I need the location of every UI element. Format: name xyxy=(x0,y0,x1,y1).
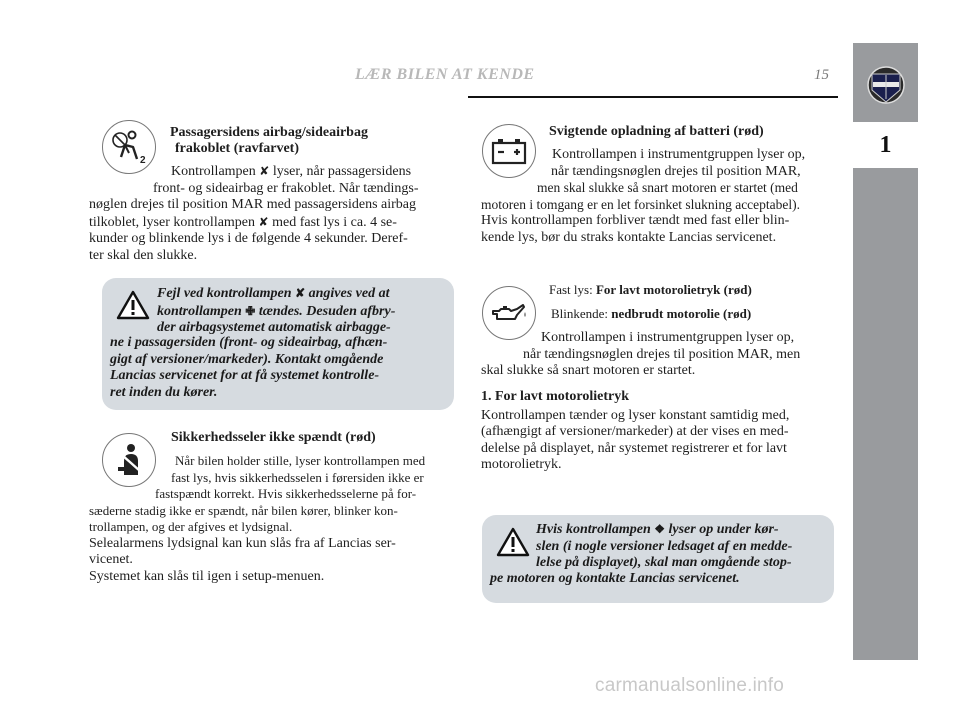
airbag-heading-line1: Passagersidens airbag/sideairbag xyxy=(170,125,368,140)
oil-text-line2: når tændingsnøglen drejes til position MAR, men xyxy=(523,346,801,362)
airbag-warning-line2: kontrollampen ✙ tændes. Desuden afbry- xyxy=(157,303,396,319)
oil-warning-line1: Hvis kontrollampen ❖ lyser op under kør- xyxy=(536,522,779,537)
seatbelt-text-line3: fastspændt korrekt. Hvis sikkerhedsselerne på for- xyxy=(155,486,417,501)
airbag-heading-line2: frakoblet (ravfarvet) xyxy=(175,141,300,156)
oil-sub-line4: motorolietryk. xyxy=(481,457,562,472)
seatbelt-heading: Sikkerhedsseler ikke spændt (rød) xyxy=(171,430,376,445)
battery-text-line5: Hvis kontrollampen forbliver tændt med fast eller blin- xyxy=(481,213,790,228)
header-rule xyxy=(468,96,838,98)
battery-heading: Svigtende opladning af batteri (rød) xyxy=(549,124,764,139)
section-title: LÆR BILEN AT KENDE xyxy=(355,66,535,83)
airbag-text-line3: nøglen drejes til position MAR med passagersidens airbag xyxy=(89,197,416,212)
airbag-text-line5: kunder og blinkende lys i de følgende 4 sekunder. Deref- xyxy=(89,231,408,246)
airbag-text-line1: Kontrollampen ✘ lyser, når passagersidens xyxy=(171,164,412,179)
lancia-logo-icon xyxy=(867,66,905,104)
airbag-text-line4: tilkoblet, lyser kontrollampen ✘ med fast lys i ca. 4 se- xyxy=(89,214,397,230)
seatbelt-text-line4: sæderne stadig ikke er spændt, når bilen kører, blinker kon- xyxy=(89,502,398,518)
oil-warning-line2: slen (i nogle versioner ledsaget af en medde- xyxy=(536,538,793,554)
battery-text-line4: motoren i tomgang er en let forsinket slukning acceptabel). xyxy=(481,196,801,212)
seatbelt-text-line8: Systemet kan slås til igen i setup-menuen. xyxy=(89,568,325,584)
battery-text-line1: Kontrollampen i instrumentgruppen lyser op, xyxy=(552,147,806,162)
battery-section xyxy=(481,124,833,246)
airbag-warning-box xyxy=(102,278,454,410)
airbag-text-line6: ter skal den slukke. xyxy=(89,247,198,263)
oil-section xyxy=(481,282,833,474)
warning-triangle-icon xyxy=(496,527,530,557)
airbag-off-small-icon: ✘ xyxy=(295,286,306,300)
oil-warning-line4: pe motoren og kontakte Lancias servicenet. xyxy=(490,571,740,586)
oil-text-line3: skal slukke så snart motoren er startet. xyxy=(481,363,696,378)
oil-warning-box xyxy=(482,515,834,603)
svg-text:2: 2 xyxy=(140,155,146,166)
airbag-warning-line3: der airbagsystemet automatisk airbagge- xyxy=(157,320,391,335)
oil-blink-line: Blinkende: nedbrudt motorolie (rød) xyxy=(551,305,752,321)
airbag-warning-line6: Lancias servicenet for at få systemet kontrolle- xyxy=(110,368,380,383)
watermark-text: carmanualsonline.info xyxy=(595,675,785,696)
airbag-warning-line5: gigt af versioner/markeder). Kontakt omgående xyxy=(110,351,384,367)
seatbelt-text-line2: fast lys, hvis sikkerhedsselen i førersiden ikke er xyxy=(171,469,424,485)
oil-text-line1: Kontrollampen i instrumentgruppen lyser op, xyxy=(541,330,795,345)
airbag-section xyxy=(89,125,451,264)
page-number: 15 xyxy=(814,67,829,83)
chapter-number: 1 xyxy=(853,122,918,168)
airbag-off-small-icon: ✘ xyxy=(258,214,269,229)
seatbelt-text-line7: vicenet. xyxy=(89,552,133,567)
airbag-warning-line4: ne i passagersiden (front- og sideairbag, afhæn- xyxy=(110,335,388,350)
oil-fixed-line: Fast lys: For lavt motorolietryk (rød) xyxy=(549,282,752,297)
battery-text-line2: når tændingsnøglen drejes til position MAR, xyxy=(551,163,801,179)
warning-triangle-icon xyxy=(116,290,150,320)
oil-subheading: 1. For lavt motorolietryk xyxy=(481,388,630,404)
oil-can-small-icon: ❖ xyxy=(654,522,665,536)
battery-text-line6: kende lys, bør du straks kontakte Lancias servicenet. xyxy=(481,229,777,245)
airbag-warning-line7: ret inden du kører. xyxy=(110,384,218,400)
seatbelt-text-line5: trollampen, og der afgives et lydsignal. xyxy=(89,519,293,534)
seatbelt-text-line1: Når bilen holder stille, lyser kontrollampen med xyxy=(175,453,426,468)
seatbelt-section xyxy=(89,430,451,585)
airbag-small-icon: ✙ xyxy=(245,303,256,318)
oil-sub-line2: (afhængigt af versioner/markeder) at der vises en med- xyxy=(481,424,789,439)
oil-sub-line1: Kontrollampen tænder og lyser konstant samtidig med, xyxy=(481,407,790,423)
airbag-off-small-icon: ✘ xyxy=(259,164,270,178)
airbag-warning-line1: Fejl ved kontrollampen ✘ angives ved at xyxy=(157,286,390,301)
oil-sub-line3: delelse på displayet, når systemet registrerer et for lavt xyxy=(481,440,787,456)
airbag-text-line2: front- og sideairbag er frakoblet. Når tændings- xyxy=(153,180,419,196)
battery-text-line3: men skal slukke så snart motoren er startet (med xyxy=(537,180,798,195)
oil-warning-line3: lelse på displayet), skal man omgående stop- xyxy=(536,555,792,570)
seatbelt-text-line6: Selealarmens lydsignal kan kun slås fra af Lancias ser- xyxy=(89,535,396,551)
